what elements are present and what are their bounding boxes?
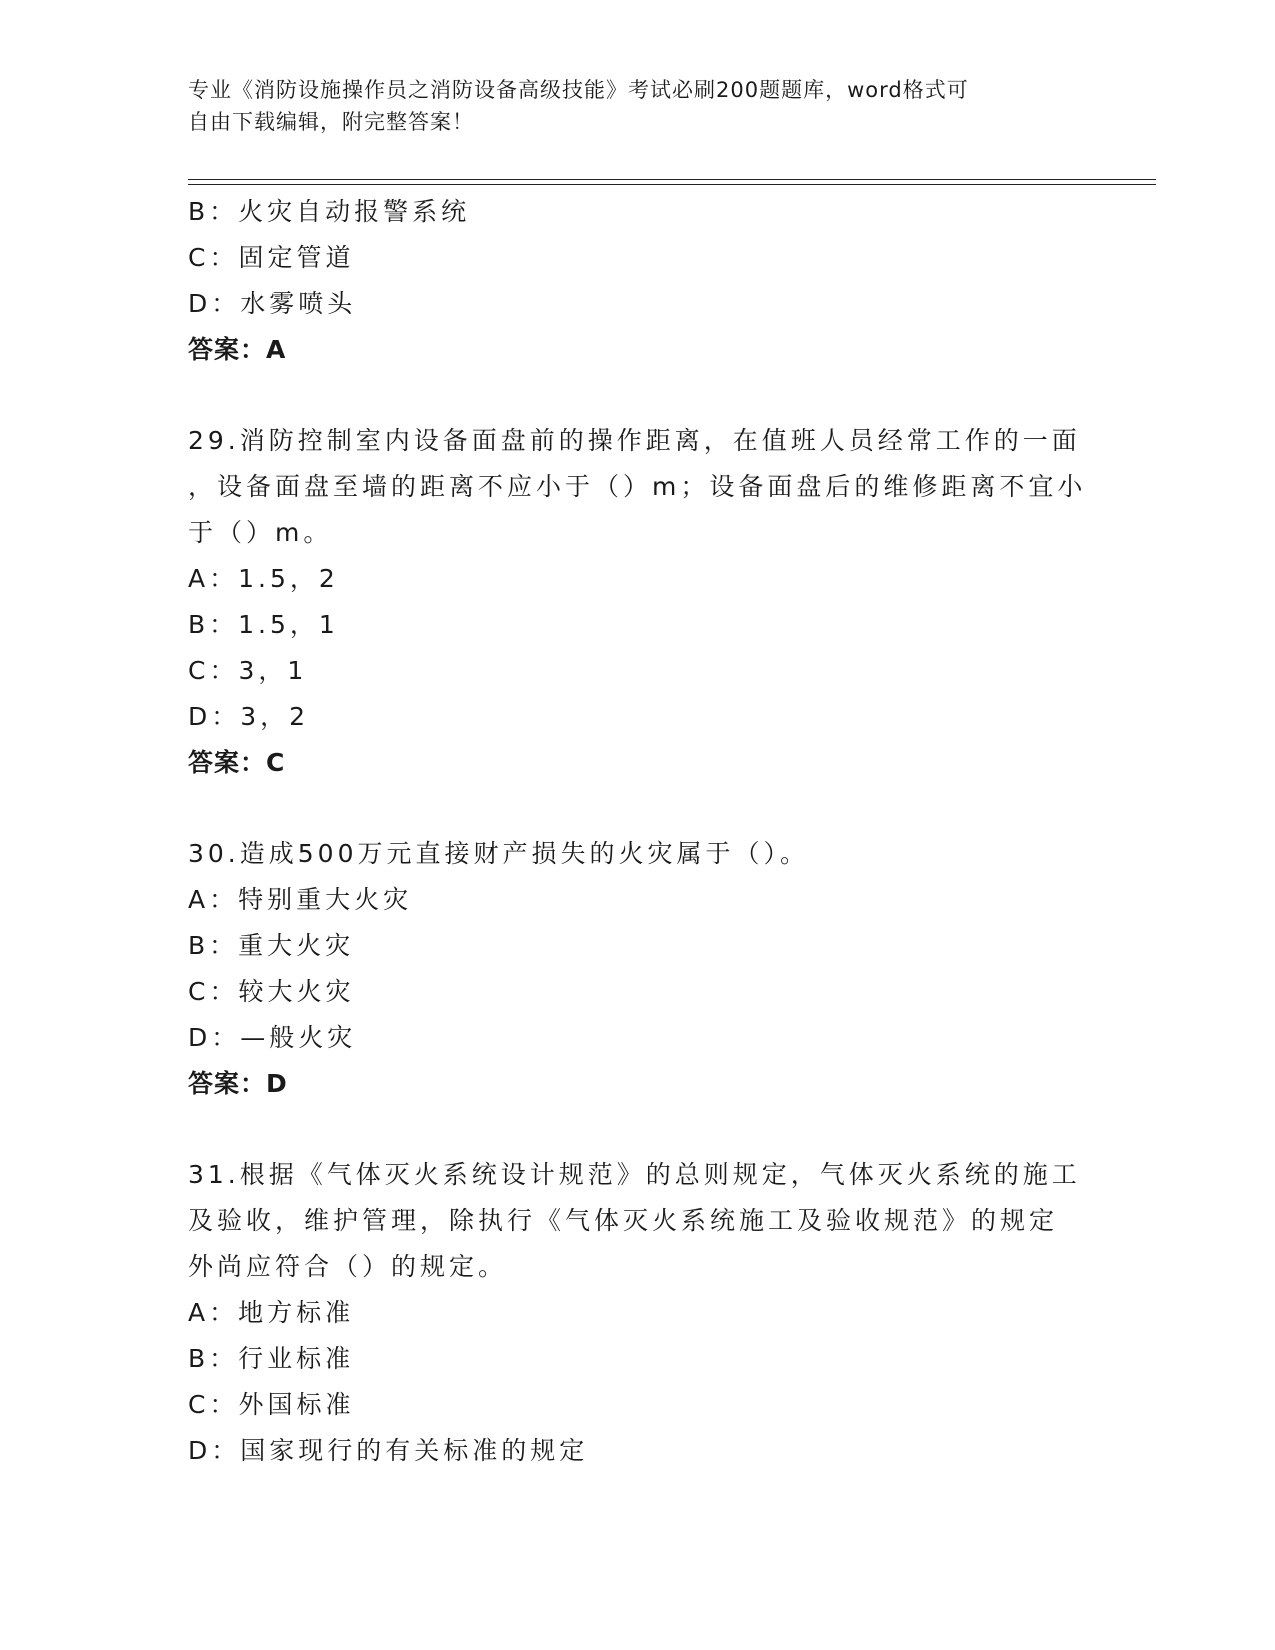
- question-line: 31.根据《气体灭火系统设计规范》的总则规定，气体灭火系统的施工: [188, 1160, 1081, 1189]
- question-text: [188, 1152, 1088, 1290]
- question-line: 29.消防控制室内设备面盘前的操作距离，在值班人员经常工作的一面: [188, 426, 1081, 455]
- header-divider-bottom: [188, 184, 1156, 185]
- option-b: B：行业标准: [188, 1344, 355, 1373]
- option-c: C：较大火灾: [188, 977, 355, 1006]
- question-line: 30.造成500万元直接财产损失的火灾属于（）。: [188, 839, 809, 868]
- option-c: C：外国标准: [188, 1390, 355, 1419]
- question-text: [188, 831, 1088, 877]
- option-a: A：特别重大火灾: [188, 885, 413, 914]
- answer: 答案：D: [188, 1069, 288, 1098]
- option-b: B：重大火灾: [188, 931, 355, 960]
- option-d: D：—般火灾: [188, 1023, 357, 1052]
- answer: 答案：C: [188, 748, 286, 777]
- header-line-1: 专业《消防设施操作员之消防设备高级技能》考试必刷200题题库，word格式可: [188, 78, 969, 102]
- question-30: [188, 831, 1088, 1107]
- option-d: D：3，2: [188, 702, 310, 731]
- question-line: ，设备面盘至墙的距离不应小于（）m；设备面盘后的维修距离不宜小: [188, 472, 1087, 501]
- option-a: A：1.5，2: [188, 564, 339, 593]
- header-line-2: 自由下载编辑，附完整答案！: [188, 110, 474, 134]
- option-d: D：水雾喷头: [188, 289, 357, 318]
- continued-question: [188, 189, 1088, 373]
- question-31: [188, 1152, 1088, 1474]
- option-b: B：1.5，1: [188, 610, 339, 639]
- answer: 答案：A: [188, 335, 287, 364]
- question-line: 及验收，维护管理，除执行《气体灭火系统施工及验收规范》的规定: [188, 1206, 1059, 1235]
- question-29: [188, 418, 1088, 786]
- question-list: [188, 189, 1088, 1474]
- page-header: [188, 74, 1068, 138]
- option-c: C：固定管道: [188, 243, 355, 272]
- question-line: 于（）m。: [188, 518, 333, 547]
- option-b: B：火灾自动报警系统: [188, 197, 471, 226]
- question-line: 外尚应符合（）的规定。: [188, 1252, 508, 1281]
- header-divider-top: [188, 179, 1156, 180]
- option-a: A：地方标准: [188, 1298, 355, 1327]
- question-text: [188, 418, 1088, 556]
- option-c: C：3，1: [188, 656, 308, 685]
- option-d: D：国家现行的有关标准的规定: [188, 1436, 589, 1465]
